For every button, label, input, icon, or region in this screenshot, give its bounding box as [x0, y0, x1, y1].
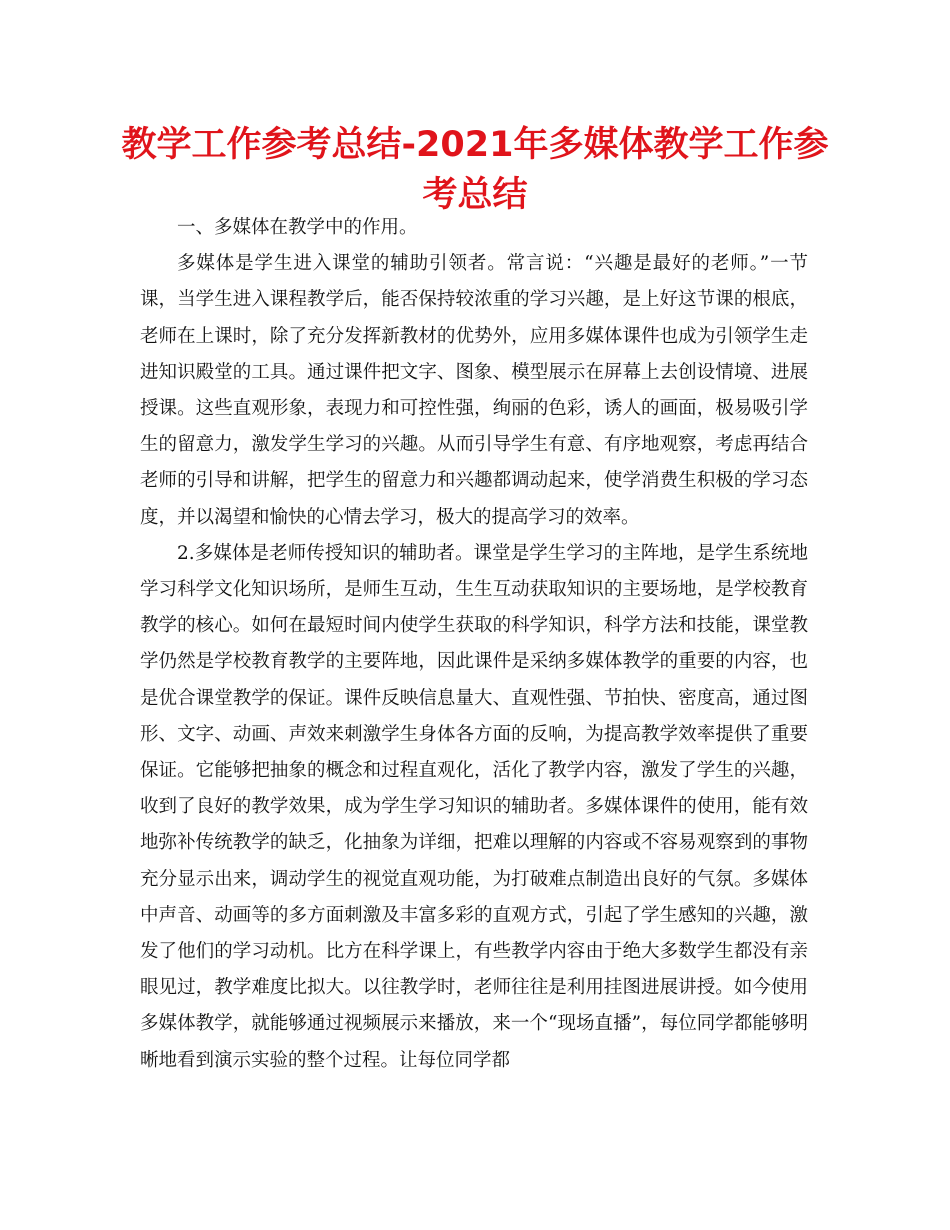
- document-body: [140, 210, 808, 1079]
- document-title: 教学工作参考总结-2021年多媒体教学工作参考总结: [121, 125, 829, 215]
- paragraph-multimedia-guide: 多媒体是学生进入课堂的辅助引领者。常言说：“兴趣是最好的老师。”一节课，当学生进入课程教学后，能否保持较浓重的学习兴趣，是上好这节课的根底，老师在上课时，除了充分发挥新教材的优势外，应用多媒体课件也成为引领学生走进知识殿堂的工具。通过课件把文字、图象、模型展示在屏幕上去创设情境、进展授课。这些直观形象，表现力和可控性强，绚丽的色彩，诱人的画面，极易吸引学生的留意力，激发学生学习的兴趣。从而引导学生有意、有序地观察，考虑再结合老师的引导和讲解，把学生的留意力和兴趣都调动起来，使学消费生积极的学习态度，并以渴望和愉快的心情去学习，极大的提高学习的效率。: [140, 253, 808, 528]
- paragraph-section-heading: 一、多媒体在教学中的作用。: [177, 217, 418, 238]
- paragraph-multimedia-assistant: 2.多媒体是老师传授知识的辅助者。课堂是学生学习的主阵地，是学生系统地学习科学文化知识场所，是师生互动，生生互动获取知识的主要场地，是学校教育教学的核心。如何在最短时间内使学生获取的科学知识，科学方法和技能，课堂教学仍然是学校教育教学的主要阵地，因此课件是采纳多媒体教学的重要的内容，也是优合课堂教学的保证。课件反映信息量大、直观性强、节拍快、密度高，通过图形、文字、动画、声效来刺激学生身体各方面的反响，为提高教学效率提供了重要保证。它能够把抽象的概念和过程直观化，活化了教学内容，激发了学生的兴趣，收到了良好的教学效果，成为学生学习知识的辅助者。多媒体课件的使用，能有效地弥补传统教学的缺乏，化抽象为详细，把难以理解的内容或不容易观察到的事物充分显示出来，调动学生的视觉直观功能，为打破难点制造出良好的气氛。多媒体中声音、动画等的多方面刺激及丰富多彩的直观方式，引起了学生感知的兴趣，激发了他们的学习动机。比方在科学课上，有些教学内容由于绝大多数学生都没有亲眼见过，教学难度比拟大。以往教学时，老师往往是利用挂图进展讲授。如今使用多媒体教学，就能够通过视频展示来播放，来一个“现场直播”，每位同学都能够明晰地看到演示实验的整个过程。让每位同学都: [140, 542, 808, 1071]
